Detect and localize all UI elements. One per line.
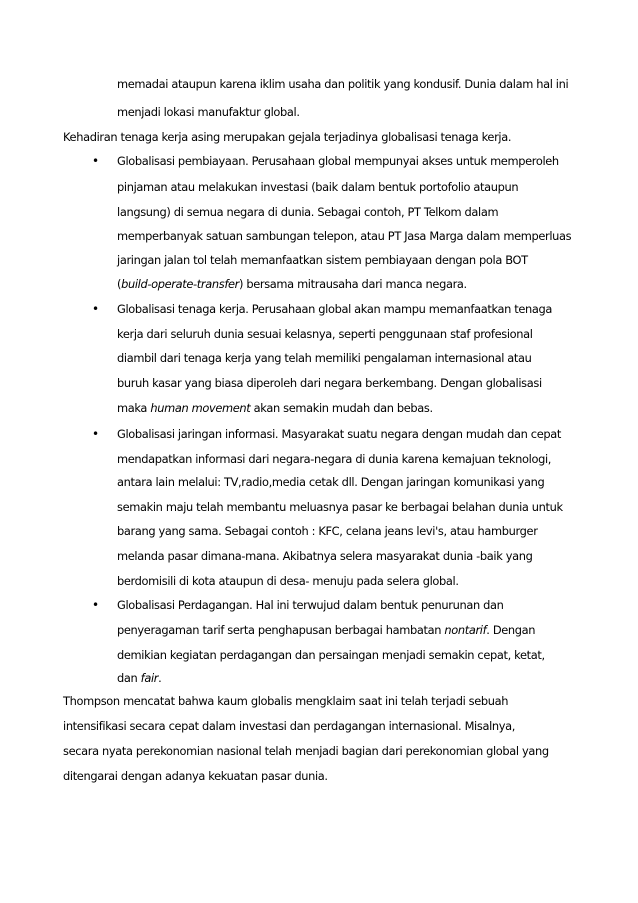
text-run: penyeragaman tarif serta penghapusan berbagai hambatan (117, 623, 445, 637)
text-line: Kehadiran tenaga kerja asing merupakan gejala terjadinya globalisasi tenaga kerja. (63, 130, 512, 144)
text-line: mendapatkan informasi dari negara-negara di dunia karena kemajuan teknologi, (117, 452, 552, 466)
text-run: maka (117, 401, 151, 415)
text-run: . Dengan (486, 623, 536, 637)
text-line: ditengarai dengan adanya kekuatan pasar dunia. (63, 769, 328, 783)
text-line: menjadi lokasi manufaktur global. (117, 105, 300, 119)
text-line: buruh kasar yang biasa diperoleh dari negara berkembang. Dengan globalisasi (117, 376, 542, 390)
text-line: diambil dari tenaga kerja yang telah memiliki pengalaman internasional atau (117, 351, 532, 365)
text-run: ( (117, 277, 122, 291)
text-line: melanda pasar dimana-mana. Akibatnya selera masyarakat dunia -baik yang (117, 549, 533, 563)
bullet-icon: • (92, 598, 100, 612)
text-line: memperbanyak satuan sambungan telepon, atau PT Jasa Marga dalam memperluas (117, 229, 572, 243)
text-line: demikian kegiatan perdagangan dan persaingan menjadi semakin cepat, ketat, (117, 648, 545, 662)
text-line: Globalisasi pembiayaan. Perusahaan global mempunyai akses untuk memperoleh (117, 154, 559, 168)
text-run: . (158, 671, 162, 685)
text-line: Globalisasi Perdagangan. Hal ini terwujud dalam bentuk penurunan dan (117, 598, 504, 612)
italic-term: build-operate-transfer (121, 277, 239, 291)
text-line: secara nyata perekonomian nasional telah menjadi bagian dari perekonomian global yang (63, 744, 549, 758)
italic-term: human movement (150, 401, 251, 415)
text-run: dan (117, 671, 141, 685)
text-line: pinjaman atau melakukan investasi (baik dalam bentuk portofolio ataupun (117, 180, 519, 194)
bullet-icon: • (92, 302, 100, 316)
text-run: ) bersama mitrausaha dari manca negara. (238, 277, 467, 291)
text-line: Globalisasi tenaga kerja. Perusahaan global akan mampu memanfaatkan tenaga (117, 302, 553, 316)
text-line: antara lain melalui: TV,radio,media cetak dll. Dengan jaringan komunikasi yang (117, 475, 545, 489)
text-line (117, 671, 161, 685)
text-line: intensifikasi secara cepat dalam investasi dan perdagangan internasional. Misalnya, (63, 719, 516, 733)
text-line (117, 277, 467, 291)
text-line (117, 401, 433, 415)
text-run: akan semakin mudah dan bebas. (250, 401, 433, 415)
text-line: kerja dari seluruh dunia sesuai kelasnya, seperti penggunaan staf profesional (117, 327, 533, 341)
italic-term: fair (140, 671, 159, 685)
text-line: barang yang sama. Sebagai contoh : KFC, celana jeans levi's, atau hamburger (117, 524, 538, 538)
bullet-icon: • (92, 154, 100, 168)
text-line: berdomisili di kota ataupun di desa- menuju pada selera global. (117, 574, 459, 588)
text-line: jaringan jalan tol telah memanfaatkan sistem pembiayaan dengan pola BOT (117, 253, 528, 267)
text-line: Thompson mencatat bahwa kaum globalis mengklaim saat ini telah terjadi sebuah (63, 694, 509, 708)
text-line: Globalisasi jaringan informasi. Masyarakat suatu negara dengan mudah dan cepat (117, 427, 561, 441)
text-line: semakin maju telah membantu meluasnya pasar ke berbagai belahan dunia untuk (117, 500, 563, 514)
italic-term: nontarif (444, 623, 487, 637)
text-line (117, 623, 535, 637)
bullet-icon: • (92, 427, 100, 441)
text-line: memadai ataupun karena iklim usaha dan politik yang kondusif. Dunia dalam hal ini (117, 77, 569, 91)
text-line: langsung) di semua negara di dunia. Sebagai contoh, PT Telkom dalam (117, 205, 499, 219)
